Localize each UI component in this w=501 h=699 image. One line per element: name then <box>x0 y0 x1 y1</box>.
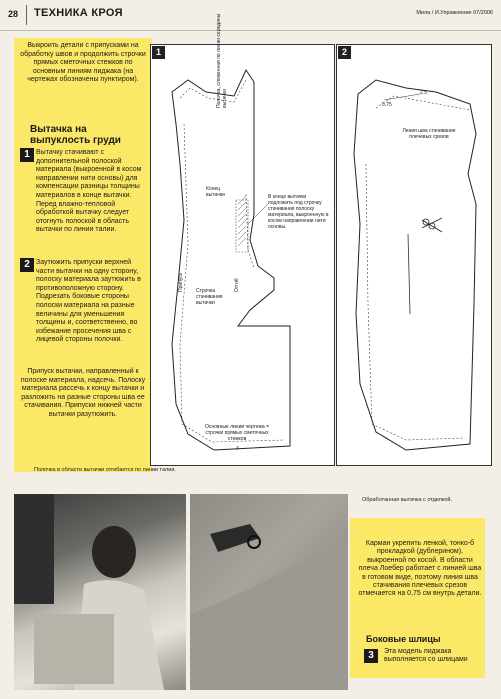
label-dart-end: Конец вытачки <box>206 186 225 198</box>
step2-text-b: Припуск вытачки, направленный к полоске материала, надсечь. Полоску материала рассечь к концу вытачки и разложить на разные стороны шва ее стачивания. Припуски нижней части вытачки разутюжить. <box>20 368 146 418</box>
figure-badge-1: 1 <box>152 46 165 59</box>
measure-left: 0,75 <box>382 102 392 108</box>
karman-text: Карман укрепить ленкой, тонко-б прокладкой (дублерином), выкроенной по косой. В области плеча Лоебер работает с линией шва в готовом виде, поэтому линия шва стачивания плечевых срезов отмечается на 0,75 см внутрь детали. <box>358 540 482 598</box>
intro-text: Выкроить детали с припусками на обработку швов и продолжить строчки прямых сметочных стежков по основным линиям пиджака (на чертежах обозначены пунктиром). <box>20 42 146 84</box>
bodice-pattern-2 <box>336 44 492 466</box>
step2-text: Заутюжить припуски верхней части вытачки на одну сторону, полоску материала заутюжить в противоположную сторону. Подрезать боковые стороны полоски материала на разные величины для уменьшения толщины и, соответственно, во избежание просечения шва с лицевой стороны полочки. <box>36 259 141 344</box>
magazine-name: Мила / И.Упражнение 07/2006 <box>416 10 493 16</box>
step1-text: Вытачку стачивают с дополнительной полоской материала (выкроенной в косом направлении нити основы) для компенсации разницы толщины материалов в конце вытачки. Перед влажно-тепловой обработкой вытачку следует отогнуть полоской в область вытачки по линии талии. <box>36 149 142 234</box>
label-pripusk: Припуск <box>178 272 184 292</box>
step3-text: Эта модель пиджака выполняется со шлицами <box>384 648 468 664</box>
label-vertical-top: Полочка, сложенная по линии середины вытачки <box>216 13 228 108</box>
photo-tailor-shapes <box>14 494 186 690</box>
label-page-mark: 4 <box>236 446 239 452</box>
photo-tailor <box>14 494 186 690</box>
label-strochka: Строчка стачивания вытачки <box>196 288 223 306</box>
figure-badge-2: 2 <box>338 46 351 59</box>
step-number-3: 3 <box>364 649 378 663</box>
section-heading-slits: Боковые шлицы <box>366 634 441 644</box>
photo-fabric-shapes <box>190 494 348 690</box>
label-dart-note: В конце вытачки подложить под строчку стачивания полоску материала, выкроенную в косом направлении нити основы. <box>268 194 329 230</box>
photo-caption-right: Обработанная вытачка с отделкой. <box>362 497 453 503</box>
label-main-lines: Основные линии чертежа = строчки прямых сметочных стежков <box>204 424 269 442</box>
section-heading-line2: выпуклость груди <box>30 135 121 146</box>
photo-caption-left: Полочка в области вытачки отгибается по линии талии. <box>34 467 176 473</box>
step-number-1: 1 <box>20 148 34 162</box>
label-seam-line: Линия шва стачивания плечевых срезов <box>402 128 456 140</box>
page-title: ТЕХНИКА КРОЯ <box>34 7 123 19</box>
photo-fabric <box>190 494 348 690</box>
header-divider <box>26 5 27 25</box>
section-heading-line1: Вытачка на <box>30 124 87 135</box>
label-otgib: Отгиб <box>234 278 240 292</box>
measure-top: 2.5 <box>420 90 427 96</box>
page-number: 28 <box>8 9 19 19</box>
step-number-2: 2 <box>20 258 34 272</box>
